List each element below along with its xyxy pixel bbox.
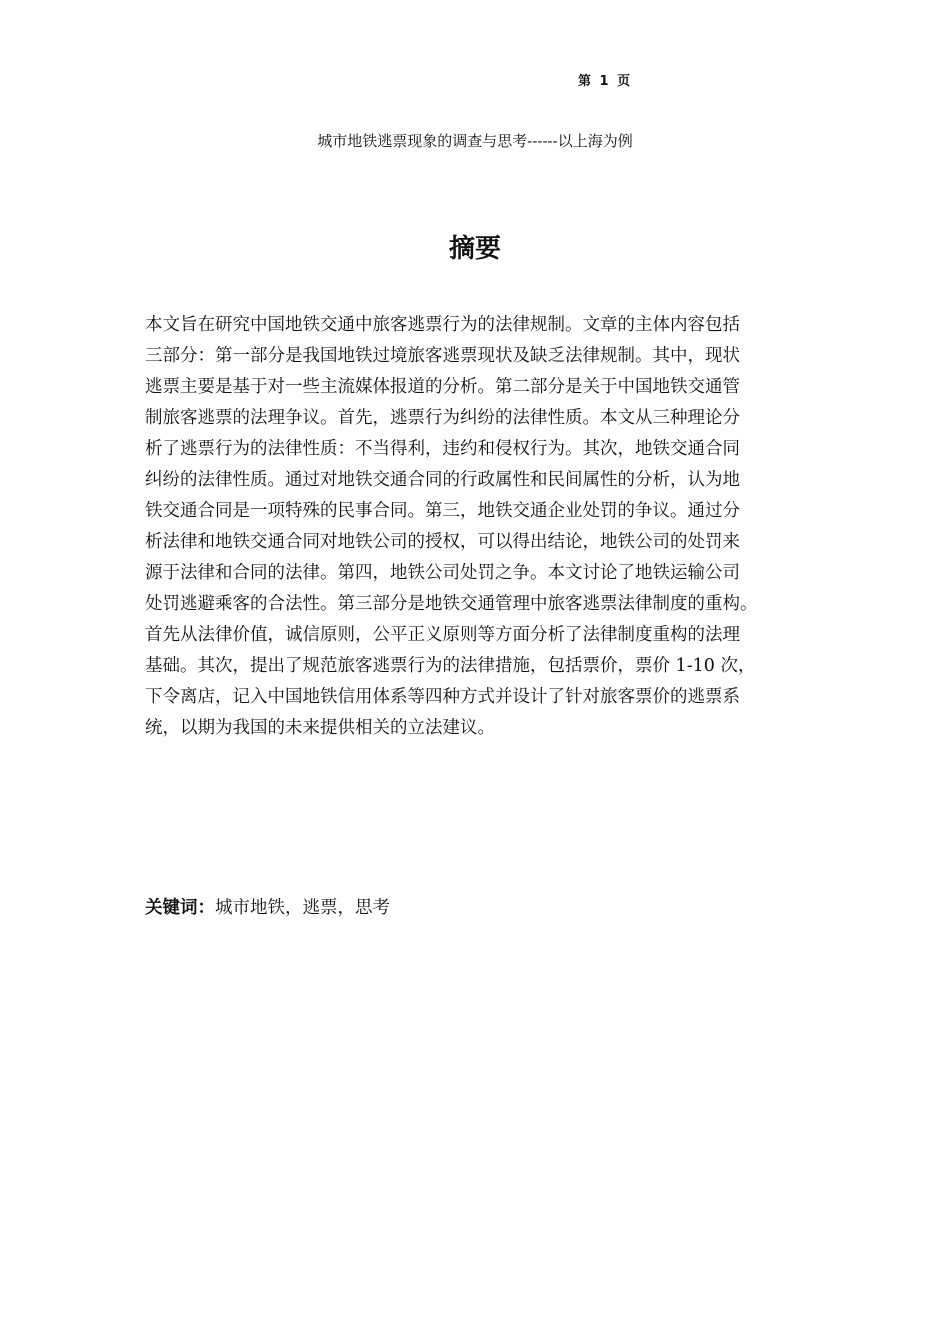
document-title: 城市地铁逃票现象的调查与思考------以上海为例 — [317, 132, 633, 150]
abstract-line: 本文旨在研究中国地铁交通中旅客逃票行为的法律规制。文章的主体内容包括 — [145, 315, 740, 335]
abstract-line: 析了逃票行为的法律性质：不当得利，违约和侵权行为。其次，地铁交通合同 — [145, 439, 740, 459]
abstract-line: 铁交通合同是一项特殊的民事合同。第三，地铁交通企业处罚的争议。通过分 — [145, 501, 740, 521]
abstract-line: 基础。其次，提出了规范旅客逃票行为的法律措施，包括票价，票价 1-10 次， — [145, 656, 756, 676]
keywords-label: 关键词： — [145, 898, 215, 918]
keywords-value: 城市地铁，逃票，思考 — [215, 898, 390, 918]
abstract-line: 三部分：第一部分是我国地铁过境旅客逃票现状及缺乏法律规制。其中，现状 — [145, 346, 740, 366]
abstract-line: 源于法律和合同的法律。第四，地铁公司处罚之争。本文讨论了地铁运输公司 — [145, 563, 740, 583]
page-number: 第 1 页 — [578, 74, 633, 89]
abstract-body — [145, 310, 835, 744]
abstract-line: 处罚逃避乘客的合法性。第三部分是地铁交通管理中旅客逃票法律制度的重构。 — [145, 594, 758, 614]
abstract-heading: 摘要 — [448, 234, 501, 264]
abstract-line: 统，以期为我国的未来提供相关的立法建议。 — [145, 718, 495, 738]
abstract-line: 析法律和地铁交通合同对地铁公司的授权，可以得出结论，地铁公司的处罚来 — [145, 532, 740, 552]
abstract-line: 制旅客逃票的法理争议。首先，逃票行为纠纷的法律性质。本文从三种理论分 — [145, 408, 740, 428]
abstract-line: 下令离店，记入中国地铁信用体系等四种方式并设计了针对旅客票价的逃票系 — [145, 687, 740, 707]
keywords — [145, 893, 390, 924]
abstract-line: 首先从法律价值，诚信原则，公平正义原则等方面分析了法律制度重构的法理 — [145, 625, 740, 645]
abstract-line: 纠纷的法律性质。通过对地铁交通合同的行政属性和民间属性的分析，认为地 — [145, 470, 740, 490]
abstract-line: 逃票主要是基于对一些主流媒体报道的分析。第二部分是关于中国地铁交通管 — [145, 377, 740, 397]
